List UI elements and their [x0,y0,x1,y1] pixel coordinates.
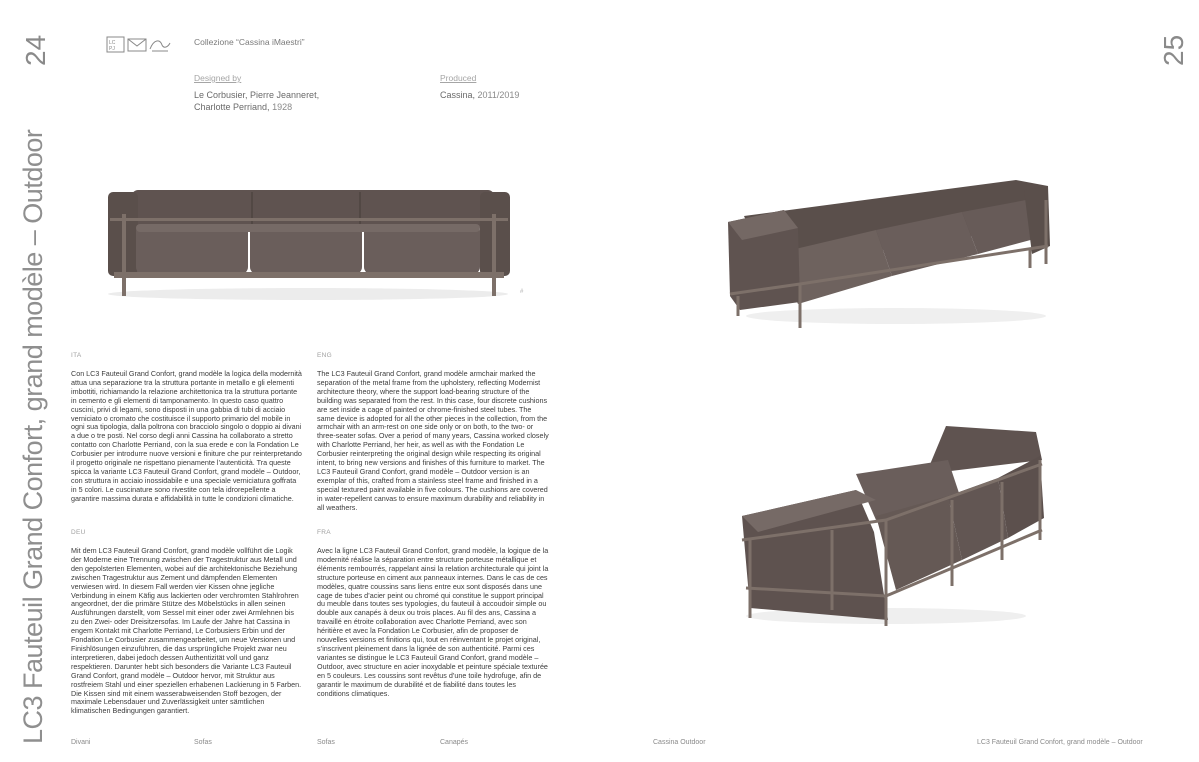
footer-item-product: LC3 Fauteuil Grand Confort, grand modèle – Outdoor [977,739,1143,746]
designers-line-1: Le Corbusier, Pierre Jeanneret, [194,90,320,100]
eng-body: The LC3 Fauteuil Grand Confort, grand modèle armchair marked the separation of the metal frame from the upholstery, reflecting Modernist architecture theory, where the support load-bearing structure of the building was separated from the rest. In this case, four discrete cushions are set inside a cage of painted or chrome-finished steel tubes. The same device is adopted for all the other pieces in the collection, from the armchair with an arm-rest on one side only or on both, to the two- or three-seater sofas. Over a period of many years, Cassina worked closely with Charlotte Perriand, her heir, as well as with the Fondation Le Corbusier reinterpreting the original design while respecting its original intent, to bring new versions and finishes of this furniture to market. The LC3 Fauteuil Grand Confort, grand modèle – Outdoor version is an exemplar of this, crafted from a stainless steel frame and finished in a special textured paint available in five colours. The cushions are covered in water-repellent canvas to ensure maximum durability and reliability in all weathers. [317,369,549,512]
sofa-front-view-image [108,184,510,304]
eng-label: ENG [317,352,332,359]
producer-name: Cassina, [440,90,476,100]
footer-item-divani: Divani [71,739,91,746]
photo-marker: # [520,289,524,295]
ita-label: ITA [71,352,82,359]
svg-text:LC: LC [109,40,116,46]
imaestri-logo-mark [106,35,172,55]
deu-label: DEU [71,529,86,536]
sofa-rear-view-image [736,420,1048,632]
footer-item-cassina-outdoor: Cassina Outdoor [653,739,706,746]
designed-by-label: Designed by [194,73,242,83]
designers-block [194,89,319,113]
design-year: 1928 [272,102,293,112]
fra-label: FRA [317,529,331,536]
imaestri-logo [106,35,172,55]
deu-body: Mit dem LC3 Fauteuil Grand Confort, grand modèle vollführt die Logik der Moderne eine Trennung zwischen der Tragestruktur aus Metall und den gepolsterten Elementen, wobei auf die architektonische Beziehung zwischen Tragestruktur aus Zement und dämpfenden Elementen verwiesen wird. In diesem Fall werden vier Kissen ohne jegliche Verbindung in einem Käfig aus lackierten oder verchromten Stahlrohren angeordnet, der die primäre Stütze des Möbelstücks in allen seinen Ausführungen darstellt, vom Sessel mit einer oder zwei Armlehnen bis zu den Zwei- oder Dreisitzersofas. Im Laufe der Jahre hat Cassina in engem Kontakt mit Charlotte Perriand, Le Corbusiers Erbin und der Fondation Le Corbusier zusammengearbeitet, um neue Versionen und Finishlösungen einzuführen, die das ursprüngliche Projekt zwar neu interpretieren, dabei jedoch dessen Authentizität voll und ganz respektieren. Darunter hebt sich besonders die Variante LC3 Fauteuil Grand Confort, grand modèle – Outdoor hervor, mit Struktur aus rostfreiem Stahl und einer speziellen erhabenen Lackierung in 5 Farben. Die Kissen sind mit einem wasserabweisenden Stoff bezogen, der maximale Lebensdauer und Zuverlässigkeit unter sämtlichen klimatischen Bedingungen garantiert. [71,546,302,716]
sofa-angled-view-image [726,176,1052,334]
right-page-number: 25 [1158,34,1189,66]
vertical-product-title: LC3 Fauteuil Grand Confort, grand modèle – Outdoor [18,129,48,744]
footer-item-sofas-1: Sofas [194,739,212,746]
producer-block [440,89,519,101]
footer-item-sofas-2: Sofas [317,739,335,746]
footer-item-canapes: Canapés [440,739,469,746]
left-page-number: 24 [20,34,51,66]
fra-body: Avec la ligne LC3 Fauteuil Grand Confort, grand modèle, la logique de la modernité réalise la séparation entre structure porteuse métallique et éléments rembourrés, rappelant ainsi la relation architecturale qui joint la structure porteuse en ciment aux panneaux internes. Dans le cas de ces modèles, quatre coussins sans liens entre eux sont disposés dans une cage de tubes d’acier peint ou chromé qui constitue le support principal du meuble dans toutes ses typologies, du fauteuil à accoudoir simple ou double aux canapés à deux ou trois places. Au fil des ans, Cassina a travaillé en étroite collaboration avec Charlotte Perriand, avec son héritière et avec la Fondation Le Corbusier, afin de proposer de nouvelles versions et finitions qui, tout en réinventant le projet original, s’inscrivent pleinement dans la lignée de son authenticité. Parmi ces variantes se distingue le LC3 Fauteuil Grand Confort, grand modèle – Outdoor, avec structure en acier inoxydable et peinture spéciale texturée en 5 couleurs. Les coussins sont revêtus d’une toile hydrofuge, afin de garantir le maximum de durabilité et de fiabilité dans toutes les conditions climatiques. [317,546,549,698]
designers-line-2: Charlotte Perriand, [194,102,270,112]
svg-text:PJ: PJ [109,46,115,52]
ita-body: Con LC3 Fauteuil Grand Confort, grand modèle la logica della modernità attua una separazione tra la struttura portante in metallo e gli elementi imbottiti, richiamando la relazione architettonica tra la struttura portante in cemento e gli elementi di tamponamento. In questo caso quattro cuscini, privi di legami, sono disposti in una gabbia di tubi di acciaio verniciato o cromato che costituisce il supporto primario del mobile in ogni sua tipologia, dalla poltrona con bracciolo singolo o doppio ai divani a due o tre posti. Nel corso degli anni Cassina ha collaborato a stretto contatto con Charlotte Perriand, con la sua erede e con la Fondation Le Corbusier per introdurre nuove versioni e finiture che pur reinterpretando il progetto originale ne rispettano pienamente l’autenticità. Tra queste spicca la variante LC3 Fauteuil Grand Confort, grand modèle – Outdoor, con struttura in acciaio inossidabile e una speciale verniciatura goffrata in 5 colori. Le cuscinature sono rivestite con tela idrorepellente a garantire massima durata e affidabilità in tutte le condizioni climatiche. [71,369,302,503]
produced-label: Produced [440,73,477,83]
produced-years: 2011/2019 [477,90,520,100]
collection-name: Collezione “Cassina iMaestri” [194,37,305,47]
